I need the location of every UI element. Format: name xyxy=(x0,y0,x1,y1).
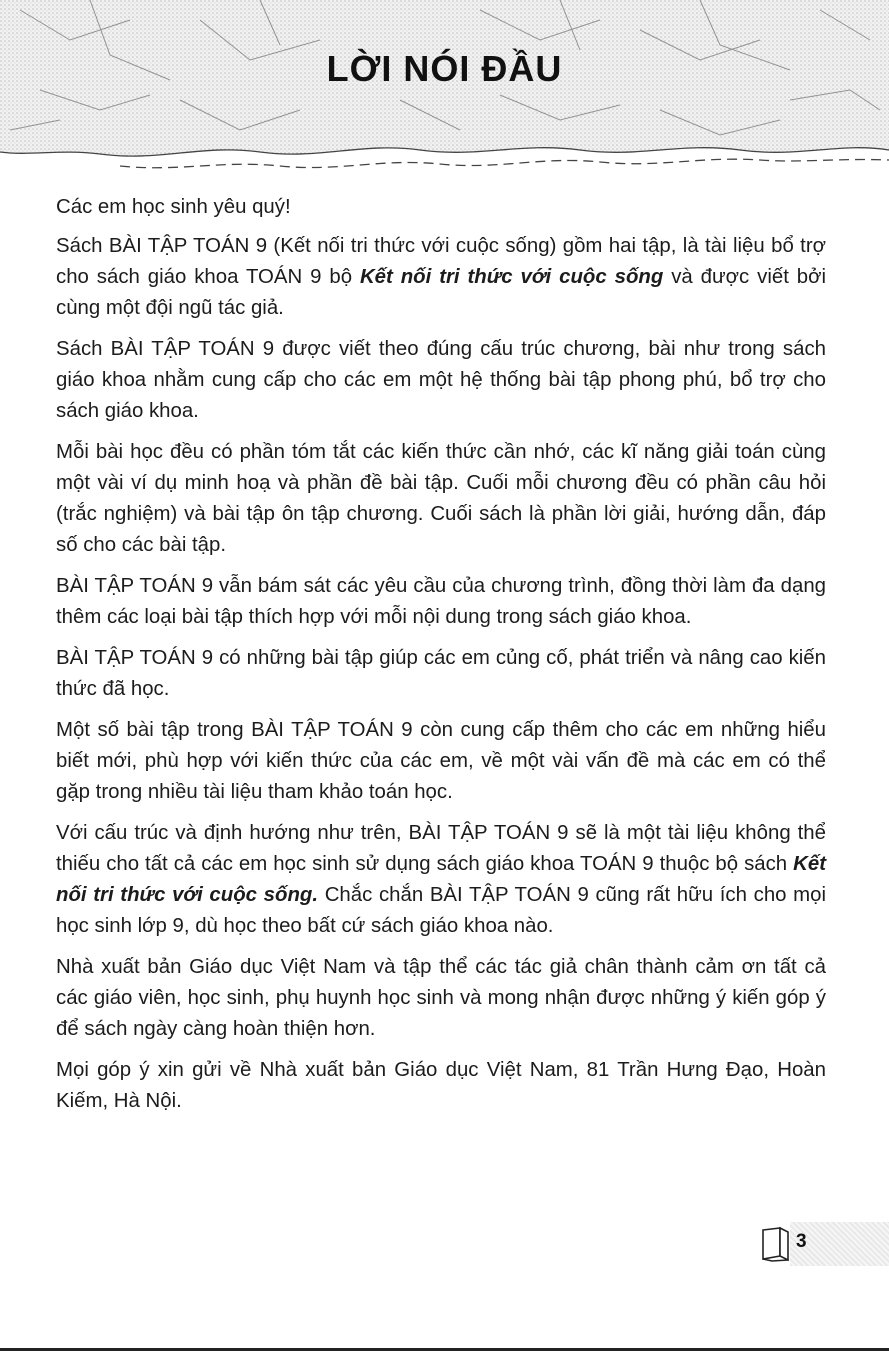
series-name-emphasis: Kết nối tri thức với cuộc sống xyxy=(359,266,664,288)
page-title: LỜI NÓI ĐẦU xyxy=(326,48,563,89)
header-pattern xyxy=(0,0,889,195)
paragraph-4: BÀI TẬP TOÁN 9 vẫn bám sát các yêu cầu của chương trình, đồng thời làm đa dạng thêm các loại bài tập thích hợp với mỗi nội dung trong sách giáo khoa. xyxy=(56,575,826,628)
paragraph-5: BÀI TẬP TOÁN 9 có những bài tập giúp các em củng cố, phát triển và nâng cao kiến thức đã học. xyxy=(56,647,826,700)
paragraph-2: Sách BÀI TẬP TOÁN 9 được viết theo đúng cấu trúc chương, bài như trong sách giáo khoa nhằm cung cấp cho các em một hệ thống bài tập phong phú, bổ trợ cho sách giáo khoa. xyxy=(56,338,826,422)
paragraph-1 xyxy=(56,231,826,324)
paragraph-7 xyxy=(56,818,826,942)
paragraph-8: Nhà xuất bản Giáo dục Việt Nam và tập thể các tác giả chân thành cảm ơn tất cả các giáo viên, học sinh, phụ huynh học sinh và mong nhận được những ý kiến góp ý để sách ngày càng hoàn thiện hơn. xyxy=(56,956,826,1040)
paragraph-6: Một số bài tập trong BÀI TẬP TOÁN 9 còn cung cấp thêm cho các em những hiểu biết mới, phù hợp với kiến thức của các em, về một vài vấn đề mà các em có thể gặp trong nhiều tài liệu tham khảo toán học. xyxy=(56,719,826,803)
paragraph-7-text-a: Với cấu trúc và định hướng như trên, BÀI TẬP TOÁN 9 sẽ là một tài liệu không thể thiếu cho tất cả các em học sinh sử dụng sách giáo khoa TOÁN 9 thuộc bộ sách xyxy=(56,822,826,875)
open-book-icon xyxy=(760,1226,794,1262)
series-name-emphasis-2: Kết nối tri thức với cuộc sống. xyxy=(56,853,826,906)
page-number: 3 xyxy=(796,1231,807,1252)
paragraph-7-text-c: Chắc chắn BÀI TẬP TOÁN 9 cũng rất hữu ích cho mọi học sinh lớp 9, dù học theo bất cứ sách giáo khoa nào. xyxy=(56,884,827,937)
paragraph-1-text-c: và được viết bởi cùng một đội ngũ tác giả. xyxy=(56,266,826,319)
page-number-badge xyxy=(760,1222,889,1266)
paragraph-3: Mỗi bài học đều có phần tóm tắt các kiến thức cần nhớ, các kĩ năng giải toán cùng một vài ví dụ minh hoạ và phần đề bài tập. Cuối mỗi chương đều có phần câu hỏi (trắc nghiệm) và bài tập ôn tập chương. Cuối sách là phần lời giải, hướng dẫn, đáp số cho các bài tập. xyxy=(56,441,826,556)
preface-body xyxy=(56,192,826,1127)
paragraph-9: Mọi góp ý xin gửi về Nhà xuất bản Giáo dục Việt Nam, 81 Trần Hưng Đạo, Hoàn Kiếm, Hà Nội. xyxy=(56,1059,826,1112)
greeting-paragraph: Các em học sinh yêu quý! xyxy=(56,196,291,218)
paragraph-1-text-a: Sách BÀI TẬP TOÁN 9 (Kết nối tri thức với cuộc sống) gồm hai tập, là tài liệu bổ trợ cho sách giáo khoa TOÁN 9 bộ xyxy=(56,235,826,288)
